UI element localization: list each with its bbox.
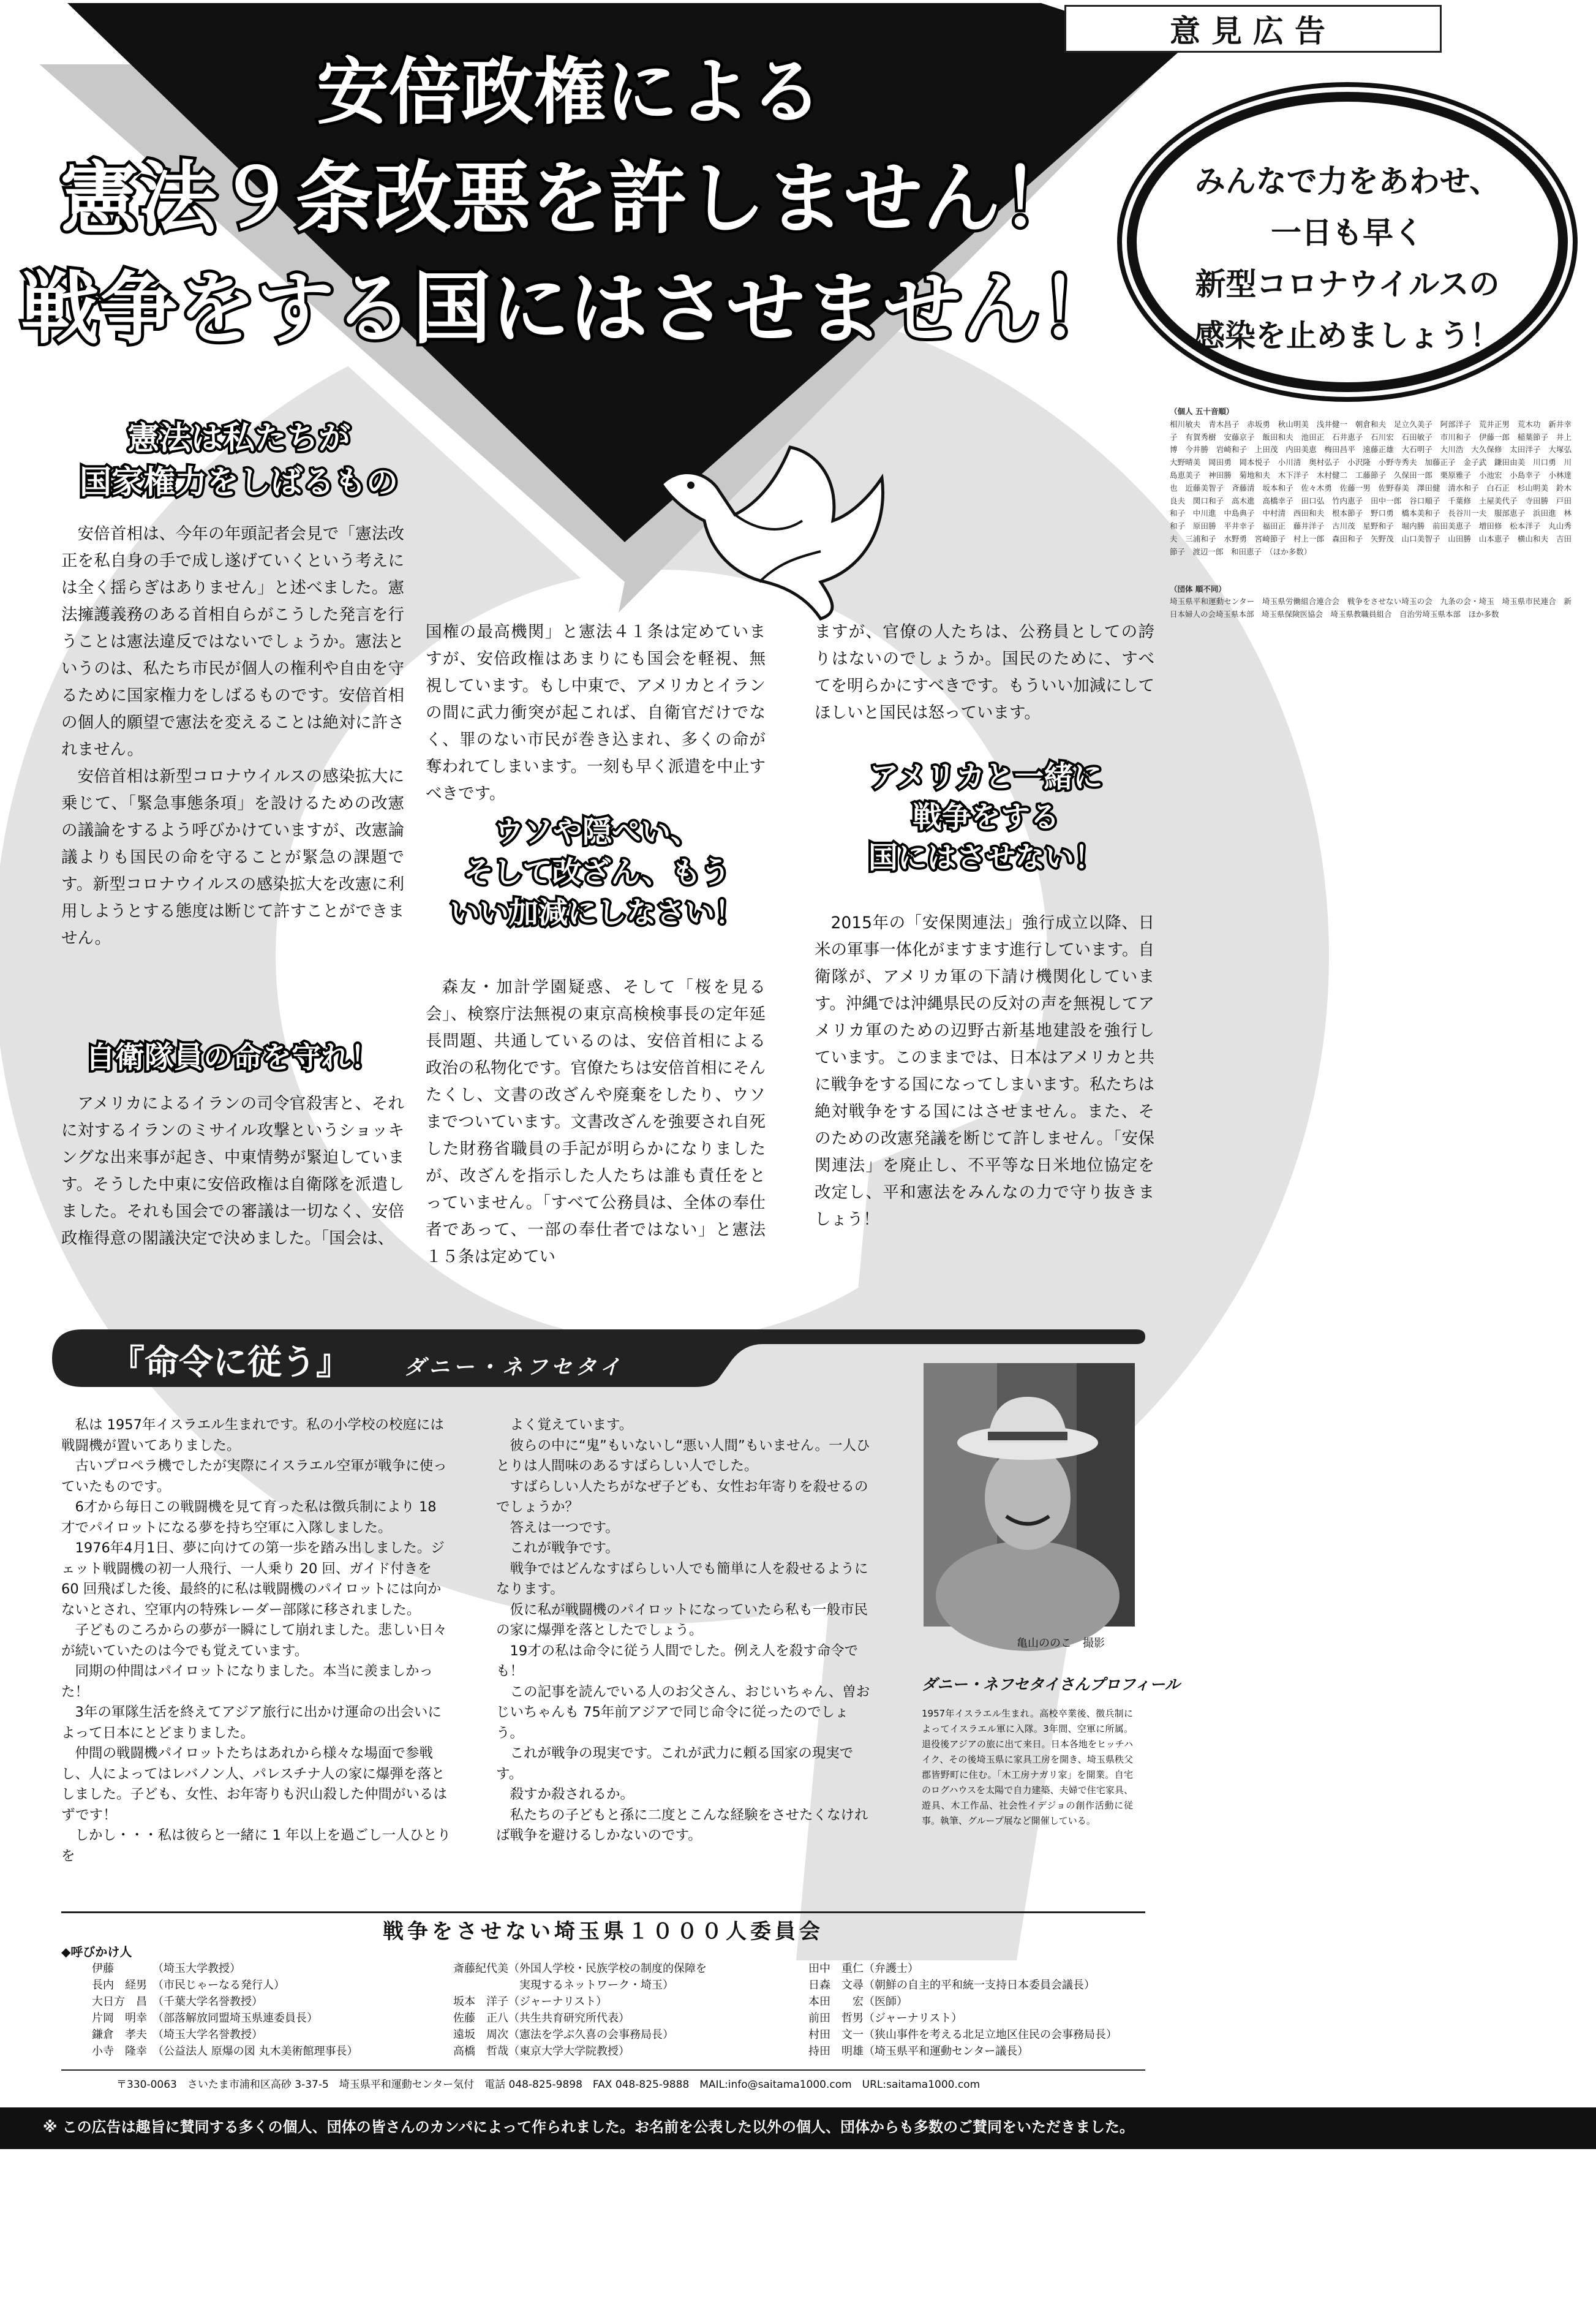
story-col1-para: 同期の仲間はパイロットになりました。本当に羨ましかった！ (61, 1663, 434, 1700)
headline-line-3: 戦争をする国にはさせません！ (20, 263, 1118, 355)
story-col2-para: この記事を読んでいる人のお父さん、おじいちゃん、曽おじいちゃんも 75年前アジアで同じ命令に従ったのでしょう。 (496, 1683, 870, 1741)
column3-body (815, 910, 1154, 1253)
story-col1-para: しかし・・・私は彼らと一緒に 1 年以上を過ごし一人ひとりを (61, 1827, 451, 1864)
individual-names-heading: （個人 五十音順） (1170, 407, 1234, 416)
oval-line-1: みんなで力をあわせ、 (1194, 164, 1500, 199)
headline-line-1: 安倍政権による (316, 50, 822, 134)
story-col2-para: 彼らの中に“鬼”もいないし“悪い人間”もいません。一人ひとりは人間味のあるすばらしい人でした。 (496, 1437, 870, 1474)
story-col1-para: 私は 1957年イスラエル生まれです。私の小学校の校庭には戦闘機が置いてありました。 (61, 1417, 444, 1454)
column3-title-line-3: 国にはさせない！ (868, 841, 1104, 875)
section2-para-1: アメリカによるイランの司令官殺害と、それに対するイランのミサイル攻撃というショッキングな出来事が起き、中東情勢が緊迫しています。そうした中東に安倍政権は自衛隊を派遣しました。それも国会での審議は一切なく、安倍政権得意の閣議決定で決めました。「国会は、 (61, 1094, 404, 1248)
section1-body (61, 521, 404, 1017)
callers-column-3: 田中 重仁（弁護士） 日森 文尋（朝鮮の自主的平和統一支持日本委員会議長） 本田 宏（医師） 前田 哲男（ジャーナリスト） 村田 文一（狭山事件を考える北足立地区住民の会事務局長） 持田 明雄（埼玉県平和運動センター議長） (808, 1962, 1117, 2058)
individual-names: 相川敏夫 青木昌子 赤坂勇 秋山明美 浅井健一 朝倉和夫 足立久美子 阿部洋子 荒井正男 荒木功 新井幸子 有賀秀樹 安藤京子 飯田和夫 池田正 石井恵子 石川宏 石田敏子 市川和子 伊藤一郎 稲葉節子 井上博 今井勝 岩崎和子 上田茂 内田美恵 梅田昌平 遠藤正雄 大石明子 大川浩 大久保修 太田洋子 大塚弘 大野晴美 岡田勇 岡本悦子 小川清 奥村弘子 小沢隆 小野寺秀夫 加藤正子 金子武 鎌田由美 川口勇 川島恵美子 神田勝 菊地和夫 木下洋子 木村健二 工藤節子 久保田一郎 栗原雅子 小池宏 小島幸子 小林達也 近藤美智子 斉藤清 坂本和子 佐々木勇 佐藤一男 佐野春美 澤田健 清水和子 白石正 杉山明美 鈴木良夫 関口和子 高木進 高橋幸子 田口弘 竹内恵子 田中一郎 谷口順子 千葉修 土屋美代子 寺田勝 戸田和子 中川進 中島典子 中村清 西田和夫 根本節子 野口勇 橋本美和子 長谷川一夫 服部恵子 浜田進 林和子 原田勝 平井幸子 福田正 藤井洋子 古川茂 星野和子 堀内勝 前田美恵子 増田修 松本洋子 丸山秀夫 三浦和子 水野勇 宮崎節子 村上一郎 森田和子 矢野茂 山口美智子 山田勝 山本恵子 横山和夫 吉田節子 渡辺一郎 和田恵子 （ほか多数） (1170, 419, 1579, 556)
column2-para-cont: 国権の最高機関」と憲法４１条は定めていますが、安倍政権はあまりにも国会を軽視、無視しています。もし中東で、アメリカとイランの間に武力衝突が起これば、自衛官だけでなく、罪のない市民が巻き込まれ、多くの命が奪われてしまいます。一刻も早く派遣を中止すべきです。 (426, 622, 766, 803)
corona-slogan-oval (1127, 92, 1568, 392)
story-col1-para: 子どものころからの夢が一瞬にして崩れました。悲しい日々が続いていたのは今でも覚えています。 (61, 1622, 448, 1659)
column3-title-line-1: アメリカと一緒に (869, 760, 1103, 794)
group-names-heading: （団体 順不同） (1170, 584, 1226, 594)
profile-title: ダニー・ネフセタイさんプロフィール (922, 1676, 1180, 1693)
section2-body (61, 1090, 404, 1287)
story-col1-para: 1976年4月1日、夢に向けての第一歩を踏み出しました。ジェット戦闘機の初一人飛行、一人乗り 20 回、ガイド付きを 60 回飛ばした後、最終的に私は戦闘機のパイロットには向かないとされ、空軍内の特殊レーダー部隊に移されました。 (61, 1540, 445, 1618)
story-col2-para: 19才の私は命令に従う人間でした。例え人を殺す命令でも！ (496, 1642, 859, 1679)
section1-title-line-2: 国家権力をしばるもの (79, 464, 398, 501)
column2-para-1: 森友・加計学園疑惑、そして「桜を見る会」、検察庁法無視の東京高検検事長の定年延長問題、共通しているのは、安倍首相による政治の私物化です。官僚たちは安倍首相にそんたくし、文書の改ざんや廃棄をしたり、ウソまでついています。文書改ざんを強要され自死した財務省職員の手記が明らかになりましたが、改ざんを指示した人たちは誰も責任をとっていません。「すべて公務員は、全体の奉仕者であって、一部の奉仕者ではない」と憲法１５条は定めてい (426, 978, 766, 1266)
column2-title (429, 812, 766, 933)
story-column-2 (496, 1415, 876, 1875)
committee-title: 戦争をさせない埼玉県１０００人委員会 (383, 1919, 824, 1944)
column2-continued (426, 619, 766, 803)
story-col1-para: 古いプロペラ機でしたが実際にイスラエル空軍が戦争に使っていたものです。 (61, 1458, 447, 1495)
column2-title-line-1: ウソや隠ぺい、 (494, 815, 700, 849)
committee-rule-top (61, 1911, 1145, 1913)
supporter-names-list (1170, 406, 1579, 2320)
section1-para-1: 安倍首相は、今年の年頭記者会見で「憲法改正を私自身の手で成し遂げていくという考えには全く揺らぎはありません」と述べました。憲法擁護義務のある首相自らがこうした発言を行うことは憲法違反ではないでしょうか。憲法というのは、私たち市民が個人の権利や自由を守るために国家権力をしばるものです。安倍首相の個人的願望で憲法を変えることは絶対に許されません。 (61, 524, 404, 759)
column3-para-cont: ますが、官僚の人たちは、公務員としての誇りはないのでしょうか。国民のために、すべてを明らかにすべきです。もういい加減にしてほしいと国民は怒っています。 (815, 622, 1154, 722)
oval-line-4: 感染を止めましょう！ (1194, 318, 1500, 353)
story-column-1 (61, 1415, 453, 1875)
story-col2-para: 仮に私が戦闘機のパイロットになっていたら私も一般市民の家に爆弾を落としたでしょう。 (496, 1601, 868, 1638)
footer-note: ※ この広告は趣旨に賛同する多くの個人、団体の皆さんのカンパによって作られました。お名前を公表した以外の個人、団体からも多数のご賛同をいただきました。 (43, 2118, 1135, 2136)
column3-para-1: 2015年の「安保関連法」強行成立以降、日米の軍事一体化がますます進行しています。自衛隊が、アメリカ軍の下請け機関化しています。沖縄では沖縄県民の反対の声を無視してアメリカ軍のための辺野古新基地建設を強行しています。このままでは、日本はアメリカと共に戦争をする国になってしまいます。私たちは絶対戦争をする国にはさせません。また、そのための改憲発議を断じて許しません。「安保関連法」を廃止し、不平等な日米地位協定を改定し、平和憲法をみんなの力で守り抜きましょう！ (815, 913, 1154, 1229)
story-col2-para: 答えは一つです。 (510, 1519, 619, 1536)
callers-column-2: 斎藤紀代美（外国人学校・民族学校の制度的保障を 実現するネットワーク・埼玉） 坂本 洋子（ジャーナリスト） 佐藤 正八（共生共育研究所代表） 遠坂 周次（憲法を学ぶ久喜の会事務局長） 高橋 哲哉（東京大学大学院教授） (453, 1962, 707, 2058)
section1-title-line-1: 憲法は私たちが (127, 420, 350, 457)
oval-line-3: 新型コロナウイルスの (1195, 266, 1500, 302)
story-col2-para: これが戦争の現実です。これが武力に頼る国家の現実です。 (496, 1745, 854, 1782)
oval-line-2: 一日も早く (1271, 215, 1424, 251)
column2-title-line-3: いい加減にしなさい！ (450, 896, 744, 930)
group-names: 埼玉県平和運動センター 埼玉県労働組合連合会 戦争をさせない埼玉の会 九条の会・埼玉 埼玉県市民連合 新日本婦人の会埼玉県本部 埼玉県保険医協会 埼玉県教職員組合 自治労埼玉県本部 ほか多数 (1170, 597, 1572, 619)
photo-credit: 亀山ののこ 撮影 (1017, 1637, 1105, 1650)
story-title: 『命令に従う』 (110, 1343, 350, 1383)
section2-title: 自衛隊員の命を守れ！ (85, 1040, 380, 1075)
story-col2-para: これが戦争です。 (510, 1540, 619, 1556)
column3-title (821, 757, 1151, 878)
committee-contact: 〒330-0063 さいたま市浦和区高砂 3-37-5 埼玉県平和運動センター気付 電話 048-825-9898 FAX 048-825-9888 MAIL:info@saitama1000.com URL:saitama1000.com (116, 2079, 981, 2091)
story-col1-para: 仲間の戦闘機パイロットたちはあれから様々な場面で参戦し、人によってはレバノン人、パレスチナ人の家に爆弾を落としました。子ども、女性、お年寄りも沢山殺した仲間がいるはずです！ (61, 1745, 448, 1823)
story-col2-para: 殺すか殺されるか。 (510, 1786, 634, 1802)
callers-label: ◆呼びかけ人 (61, 1944, 132, 1959)
story-author: ダニー・ネフセタイ (404, 1355, 624, 1380)
story-col2-para: 戦争ではどんなすばらしい人でも簡単に人を殺せるようになります。 (496, 1560, 868, 1597)
headline-line-2: 憲法９条改悪を許しません！ (59, 153, 1079, 244)
column3-title-line-2: 戦争をする (912, 800, 1060, 834)
story-col1-para: 6才から毎日この戦闘機を見て育った私は徴兵制により 18 才でパイロットになる夢を持ち空軍に入隊しました。 (61, 1499, 437, 1536)
section1-title (55, 417, 423, 505)
opinion-ad-tag: 意見広告 (1064, 5, 1442, 53)
callers-column-1: 伊藤 （埼玉大学教授） 長内 経男 （市民じゃーなる発行人） 大日方 昌 （千葉大学名誉教授） 片岡 明幸 （部落解放同盟埼玉県連委員長） 鎌倉 孝夫 （埼玉大学名誉教授） 小寺 隆幸 （公益法人 原爆の図 丸木美術館理事長） (92, 1962, 358, 2058)
section1-para-2: 安倍首相は新型コロナウイルスの感染拡大に乗じて、「緊急事態条項」を設けるための改憲の議論をするよう呼びかけていますが、改憲論議よりも国民の命を守ることが緊急の課題です。新型コロナウイルスの感染拡大を改憲に利用しようとする態度は断じて許すことができません。 (61, 767, 404, 948)
peace-dove-illustration (637, 429, 894, 625)
committee-rule-bottom (61, 2069, 1145, 2071)
column3-continued (815, 619, 1154, 741)
story-col2-para: 私たちの子どもと孫に二度とこんな経験をさせたくなければ戦争を避けるしかないのです。 (496, 1807, 868, 1843)
story-col1-para: 3年の軍隊生活を終えてアジア旅行に出かけ運命の出会いによって日本にとどまりました。 (61, 1704, 442, 1741)
profile-text: 1957年イスラエル生まれ。高校卒業後、徴兵制によってイスラエル軍に入隊。3年間、空軍に所属。退役後アジアの旅に出て来日。日本各地をヒッチハイク、その後埼玉県に家具工房を開き、埼玉県秩父郡皆野町に住む。「木工房ナガリ家」を開業。自宅のログハウスを太陽で自力建築、夫婦で住宅家具、遊具、木工作品、社会性イデジョの創作活動に従事。執筆、グループ展など開催している。 (922, 1708, 1133, 1826)
author-photo (924, 1363, 1135, 1627)
story-col2-para: よく覚えています。 (510, 1417, 633, 1433)
story-col2-para: すばらしい人たちがなぜ子ども、女性お年寄りを殺せるのでしょうか？ (496, 1478, 868, 1515)
column2-body (426, 974, 766, 1280)
column2-title-line-2: そして改ざん、もう (464, 855, 731, 890)
